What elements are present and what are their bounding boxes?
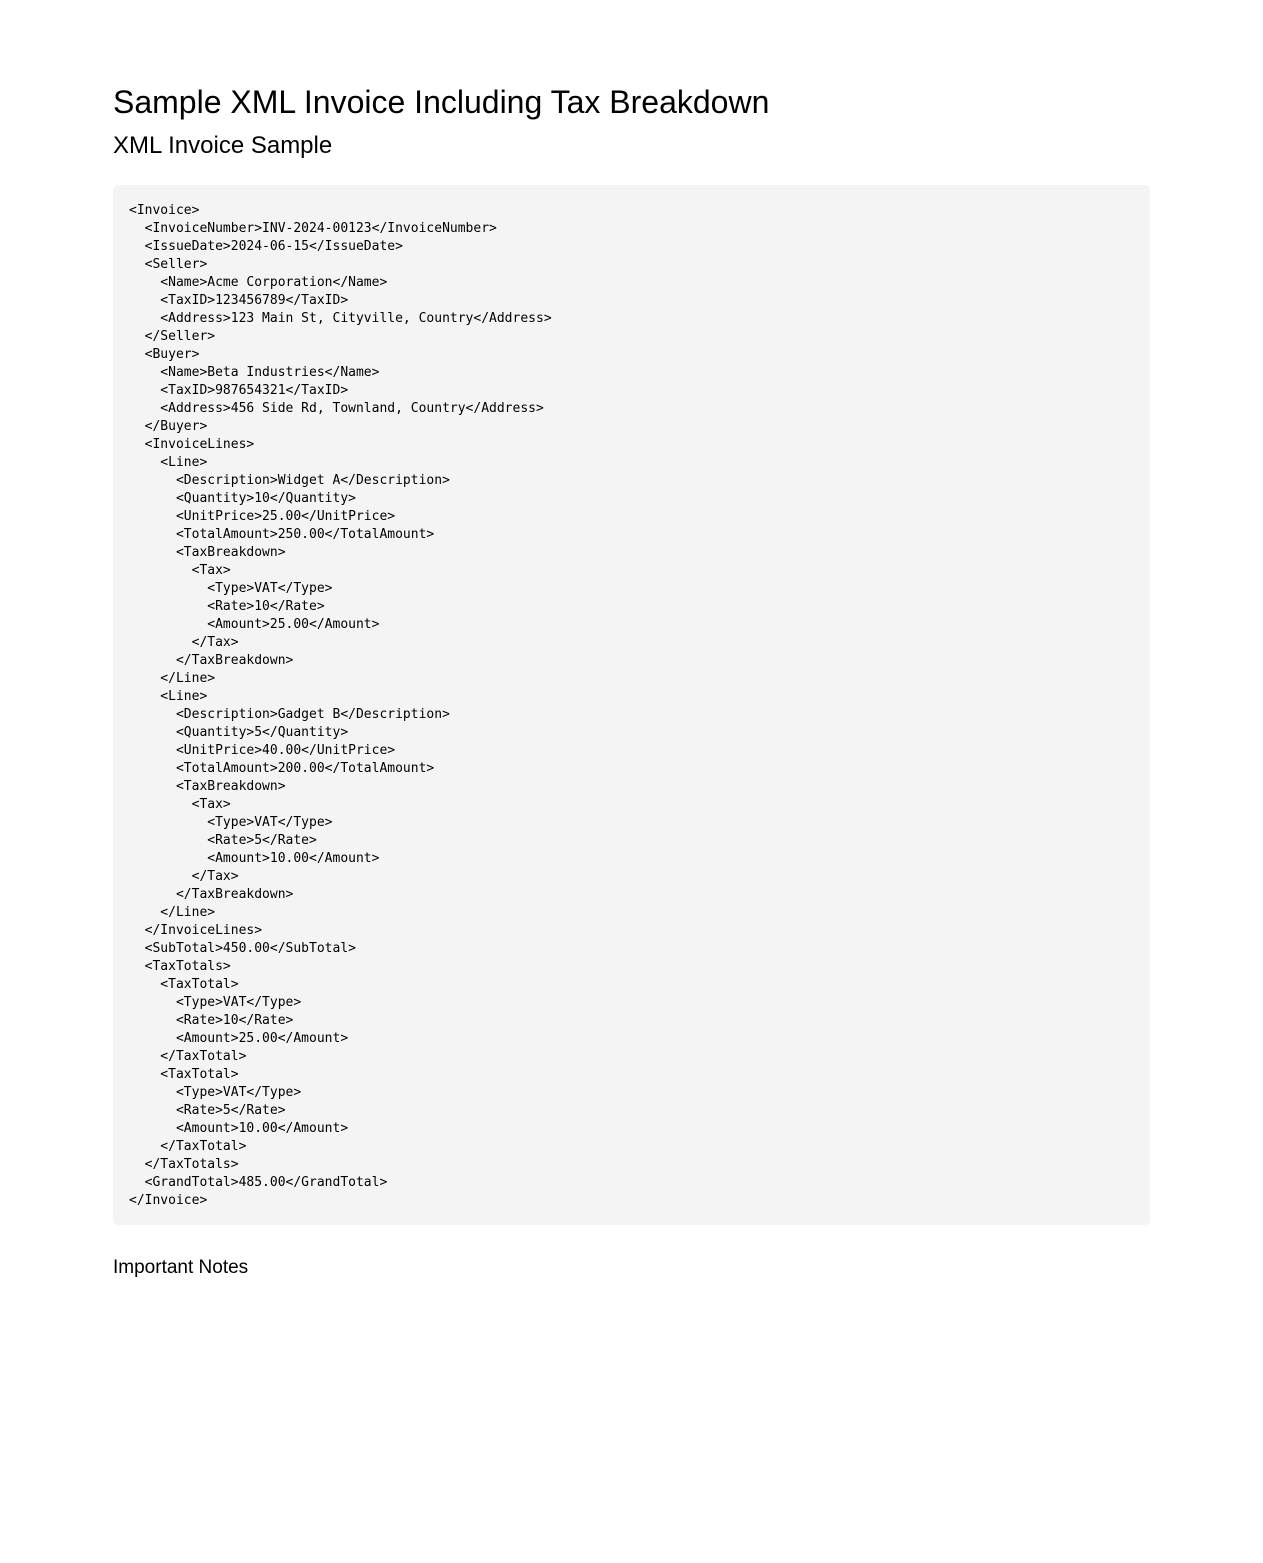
section-heading-important-notes: Important Notes bbox=[113, 1257, 249, 1278]
page-title: Sample XML Invoice Including Tax Breakdown bbox=[113, 84, 770, 120]
section-heading-xml-sample: XML Invoice Sample bbox=[113, 132, 333, 159]
xml-code-text: <Invoice> <InvoiceNumber>INV-2024-00123</InvoiceNumber> <IssueDate>2024-06-15</IssueDate> <Seller> <Name>Acme Corporation</Name> <TaxID>123456789</TaxID> <Address>123 Main St, Cityville, Country</Address> </Seller> <Buyer> <Name>Beta Industries</Name> <TaxID>987654321</TaxID> <Address>456 Side Rd, Townland, Country</Address> </Buyer> <InvoiceLines> <Line> <Description>Widget A</Description> <Quantity>10</Quantity> <UnitPrice>25.00</UnitPrice> <TotalAmount>250.00</TotalAmount> <TaxBreakdown> <Tax> <Type>VAT</Type> <Rate>10</Rate> <Amount>25.00</Amount> </Tax> </TaxBreakdown> </Line> <Line> <Description>Gadget B</Description> <Quantity>5</Quantity> <UnitPrice>40.00</UnitPrice> <TotalAmount>200.00</TotalAmount> <TaxBreakdown> <Tax> <Type>VAT</Type> <Rate>5</Rate> <Amount>10.00</Amount> </Tax> </TaxBreakdown> </Line> </InvoiceLines> <SubTotal>450.00</SubTotal> <TaxTotals> <TaxTotal> <Type>VAT</Type> <Rate>10</Rate> <Amount>25.00</Amount> </TaxTotal> <TaxTotal> <Type>VAT</Type> <Rate>5</Rate> <Amount>10.00</Amount> </TaxTotal> </TaxTotals> <GrandTotal>485.00</GrandTotal> </Invoice> bbox=[129, 203, 552, 1208]
xml-code-block bbox=[113, 185, 1150, 1225]
